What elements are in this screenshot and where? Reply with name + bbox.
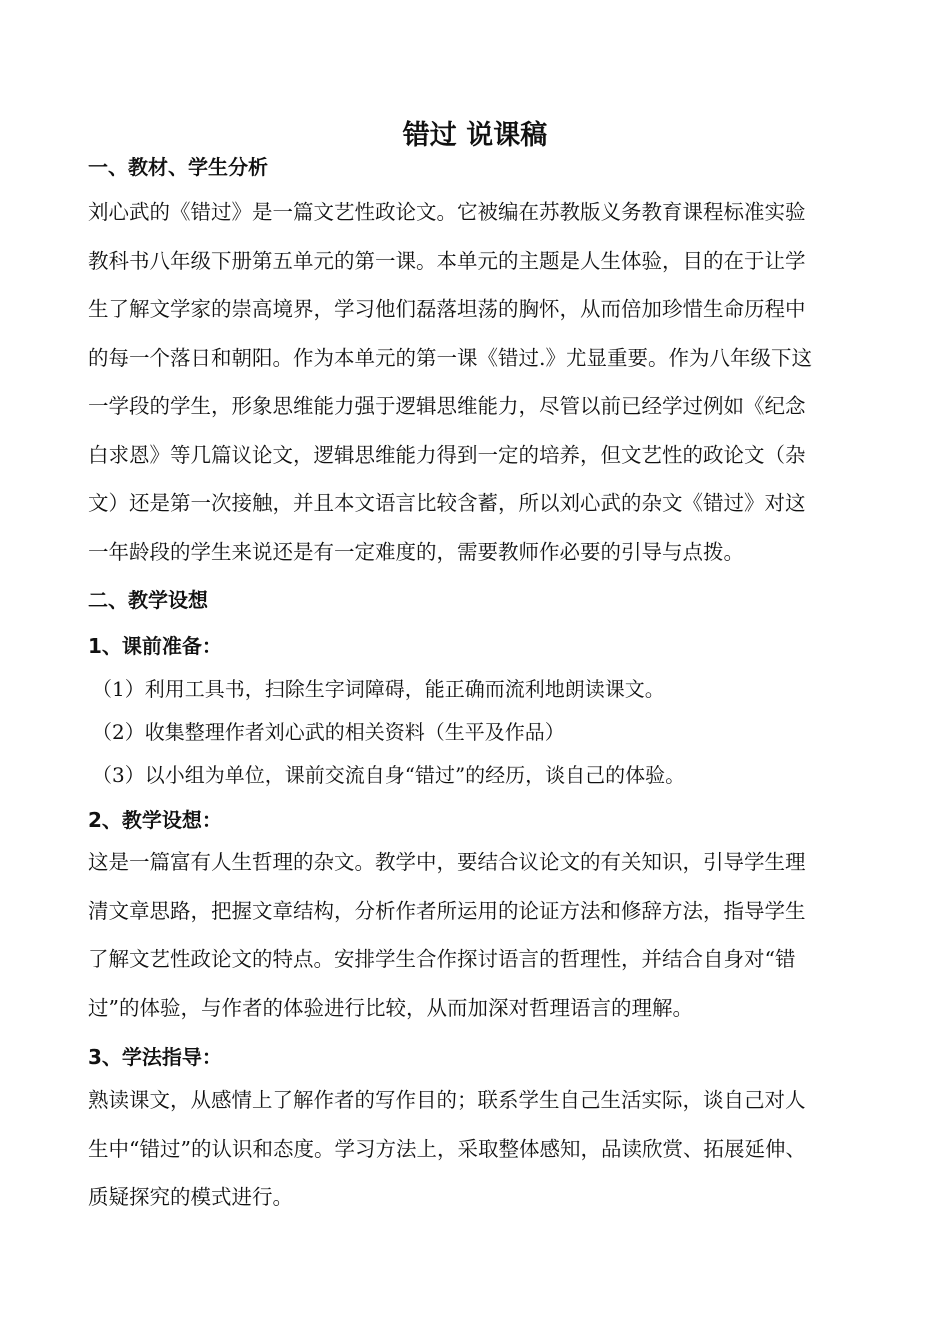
subheading-preparation: 1、课前准备： xyxy=(88,634,222,658)
text-line: 清文章思路，把握文章结构，分析作者所运用的论证方法和修辞方法，指导学生 xyxy=(88,898,806,923)
section-heading-materials-analysis: 一、教材、学生分析 xyxy=(88,155,268,179)
text-line: 这是一篇富有人生哲理的杂文。教学中，要结合议论文的有关知识，引导学生理 xyxy=(88,850,806,874)
text-line: 过”的体验，与作者的体验进行比较，从而加深对哲理语言的理解。 xyxy=(88,995,693,1020)
subheading-study-method: 3、学法指导： xyxy=(88,1045,222,1069)
text-line: 生了解文学家的崇高境界，学习他们磊落坦荡的胸怀，从而倍加珍惜生命历程中 xyxy=(88,297,806,321)
text-line: 熟读课文，从感情上了解作者的写作目的；联系学生自己生活实际，谈自己对人 xyxy=(88,1088,806,1112)
text-line: 刘心武的《错过》是一篇文艺性政论文。它被编在苏教版义务教育课程标准实验 xyxy=(88,200,806,224)
paragraph-materials-analysis xyxy=(88,188,868,576)
list-item: （3）以小组为单位，课前交流自身“错过”的经历，谈自己的体验。 xyxy=(92,763,686,787)
text-line: 生中“错过”的认识和态度。学习方法上，采取整体感知，品读欣赏、拓展延伸、 xyxy=(88,1136,806,1161)
text-line: 一年龄段的学生来说还是有一定难度的，需要教师作必要的引导与点拨。 xyxy=(88,539,744,564)
section-heading-teaching-plan: 二、教学设想 xyxy=(88,588,208,612)
paragraph-teaching-idea xyxy=(88,838,868,1032)
text-line: 的每一个落日和朝阳。作为本单元的第一课《错过.》尤显重要。作为八年级下这 xyxy=(88,345,813,370)
text-line: 白求恩》等几篇议论文，逻辑思维能力得到一定的培养，但文艺性的政论文（杂 xyxy=(88,442,806,467)
list-item: （1）利用工具书，扫除生字词障碍，能正确而流利地朗读课文。 xyxy=(92,677,665,701)
text-line: 一学段的学生，形象思维能力强于逻辑思维能力，尽管以前已经学过例如《纪念 xyxy=(88,394,806,418)
paragraph-study-method xyxy=(88,1076,868,1222)
text-line: 教科书八年级下册第五单元的第一课。本单元的主题是人生体验，目的在于让学 xyxy=(88,248,806,273)
page-title: 错过 说课稿 xyxy=(402,120,548,151)
subheading-teaching-idea: 2、教学设想： xyxy=(88,808,222,832)
list-item: （2）收集整理作者刘心武的相关资料（生平及作品） xyxy=(92,720,565,744)
text-line: 质疑探究的模式进行。 xyxy=(88,1185,293,1209)
text-line: 了解文艺性政论文的特点。安排学生合作探讨语言的哲理性，并结合自身对“错 xyxy=(88,947,796,971)
text-line: 文）还是第一次接触，并且本文语言比较含蓄，所以刘心武的杂文《错过》对这 xyxy=(88,491,806,515)
